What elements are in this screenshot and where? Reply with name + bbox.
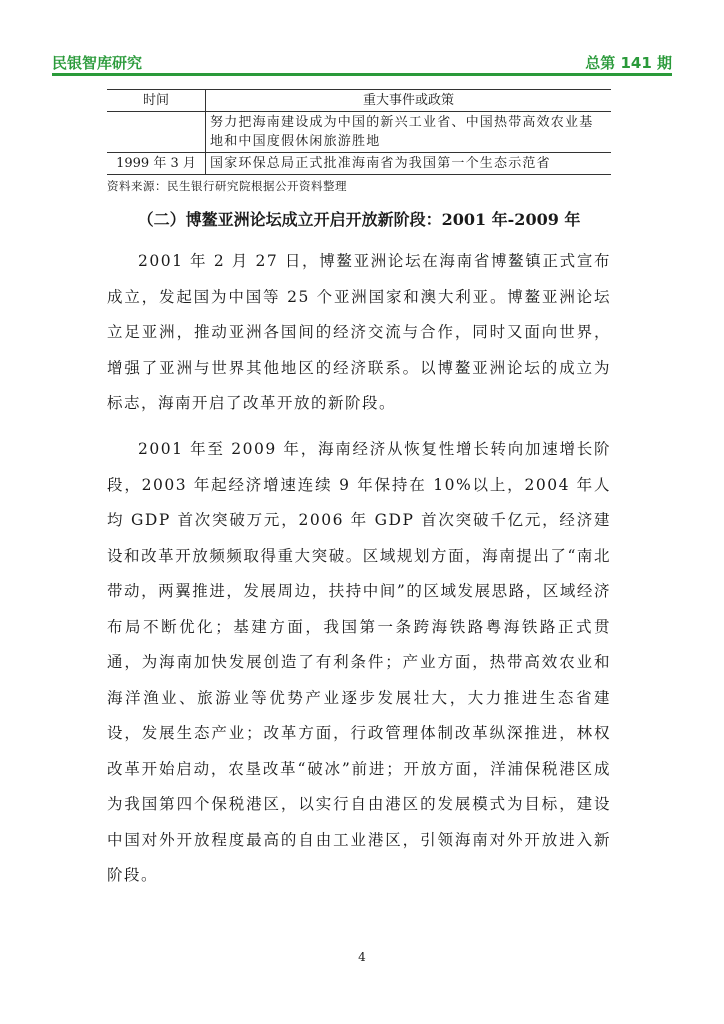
header-divider <box>52 73 672 76</box>
table-row <box>107 112 611 153</box>
table-cell-event: 国家环保总局正式批准海南省为我国第一个生态示范省 <box>206 153 612 175</box>
section-heading: （二）博鳌亚洲论坛成立开启开放新阶段：2001 年-2009 年 <box>137 210 581 229</box>
body-paragraph: 2001 年至 2009 年，海南经济从恢复性增长转向加速增长阶段，2003 年起经济增速连续 9 年保持在 10%以上，2004 年人均 GDP 首次突破万元，2006 年 GDP 首次突破千亿元，经济建设和改革开放频频取得重大突破。区域规划方面，海南提出了“南北带动，两翼推进，发展周边，扶持中间”的区域发展思路，区域经济布局不断优化；基建方面，我国第一条跨海铁路粤海铁路正式贯通，为海南加快发展创造了有利条件；产业方面，热带高效农业和海洋渔业、旅游业等优势产业逐步发展壮大，大力推进生态省建设，发展生态产业；改革方面，行政管理体制改革纵深推进，林权改革开始启动，农垦改革“破冰”前进；开放方面，洋浦保税港区成为我国第四个保税港区，以实行自由港区的发展模式为目标，建设中国对外开放程度最高的自由工业港区，引领海南对外开放进入新阶段。 <box>107 440 611 884</box>
page-number: 4 <box>358 950 366 964</box>
page-header <box>52 50 672 76</box>
table-header-row <box>107 90 611 112</box>
body-paragraph: 2001 年 2 月 27 日，博鳌亚洲论坛在海南省博鳌镇正式宣布成立，发起国为中国等 25 个亚洲国家和澳大利亚。博鳌亚洲论坛立足亚洲，推动亚洲各国间的经济交流与合作，同时又面向世界，增强了亚洲与世界其他地区的经济联系。以博鳌亚洲论坛的成立为标志，海南开启了改革开放的新阶段。 <box>107 252 611 412</box>
column-header-event: 重大事件或政策 <box>206 90 612 112</box>
table-source-note: 资料来源：民生银行研究院根据公开资料整理 <box>107 179 347 193</box>
report-series-title: 民银智库研究 <box>52 54 143 72</box>
table-cell-time <box>107 112 206 153</box>
table-cell-time: 1999 年 3 月 <box>107 153 206 175</box>
table-cell-event: 努力把海南建设成为中国的新兴工业省、中国热带高效农业基地和中国度假休闲旅游胜地 <box>206 112 612 153</box>
issue-number: 总第 141 期 <box>585 54 672 72</box>
column-header-time: 时间 <box>107 90 206 112</box>
events-table <box>107 89 611 175</box>
table-row <box>107 153 611 175</box>
